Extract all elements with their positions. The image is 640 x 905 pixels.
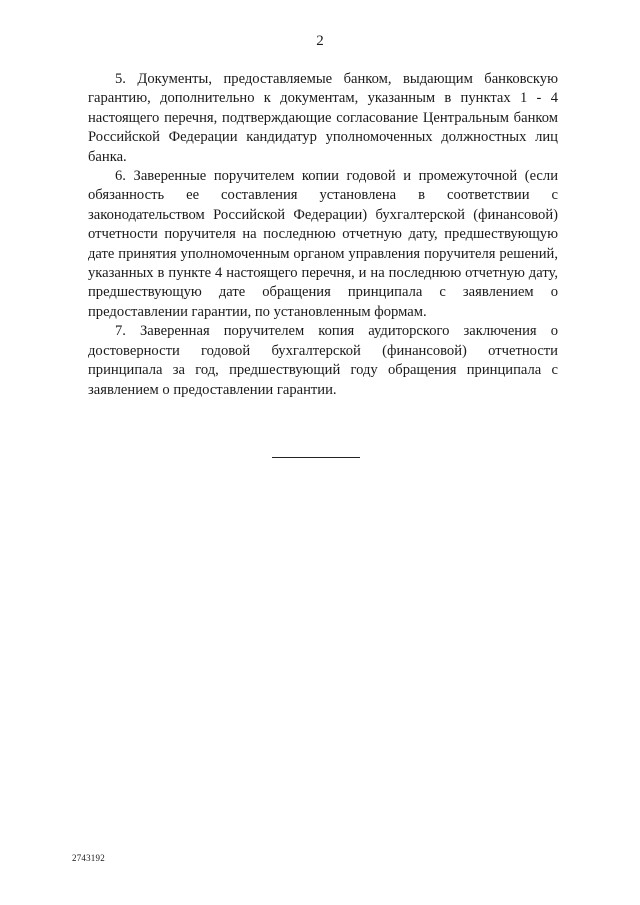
document-code: 2743192 bbox=[72, 853, 105, 863]
paragraph-7: 7. Заверенная поручителем копия аудиторского заключения о достоверности годовой бухгалтерской (финансовой) отчетности принципала за год, предшествующий году обращения принципала с заявлением о предоставлении гарантии. bbox=[88, 323, 558, 398]
paragraph-5: 5. Документы, предоставляемые банком, выдающим банковскую гарантию, дополнительно к документам, указанным в пунктах 1 - 4 настоящего перечня, подтверждающие согласование Центральным банком Российской Федерации кандидатур уполномоченных должностных лиц банка. bbox=[88, 71, 558, 165]
paragraph-6: 6. Заверенные поручителем копии годовой и промежуточной (если обязанность ее составления установлена в соответствии с законодательством Российской Федерации) бухгалтерской (финансовой) отчетности поручителя на последнюю отчетную дату, предшествующую дате принятия уполномоченным органом управления поручителя решений, указанных в пункте 4 настоящего перечня, и на последнюю отчетную дату, предшествующую дате обращения принципала с заявлением о предоставлении гарантии, по установленным формам. bbox=[88, 168, 558, 320]
document-body bbox=[88, 70, 558, 400]
end-divider bbox=[272, 457, 360, 458]
page-number: 2 bbox=[316, 33, 324, 49]
